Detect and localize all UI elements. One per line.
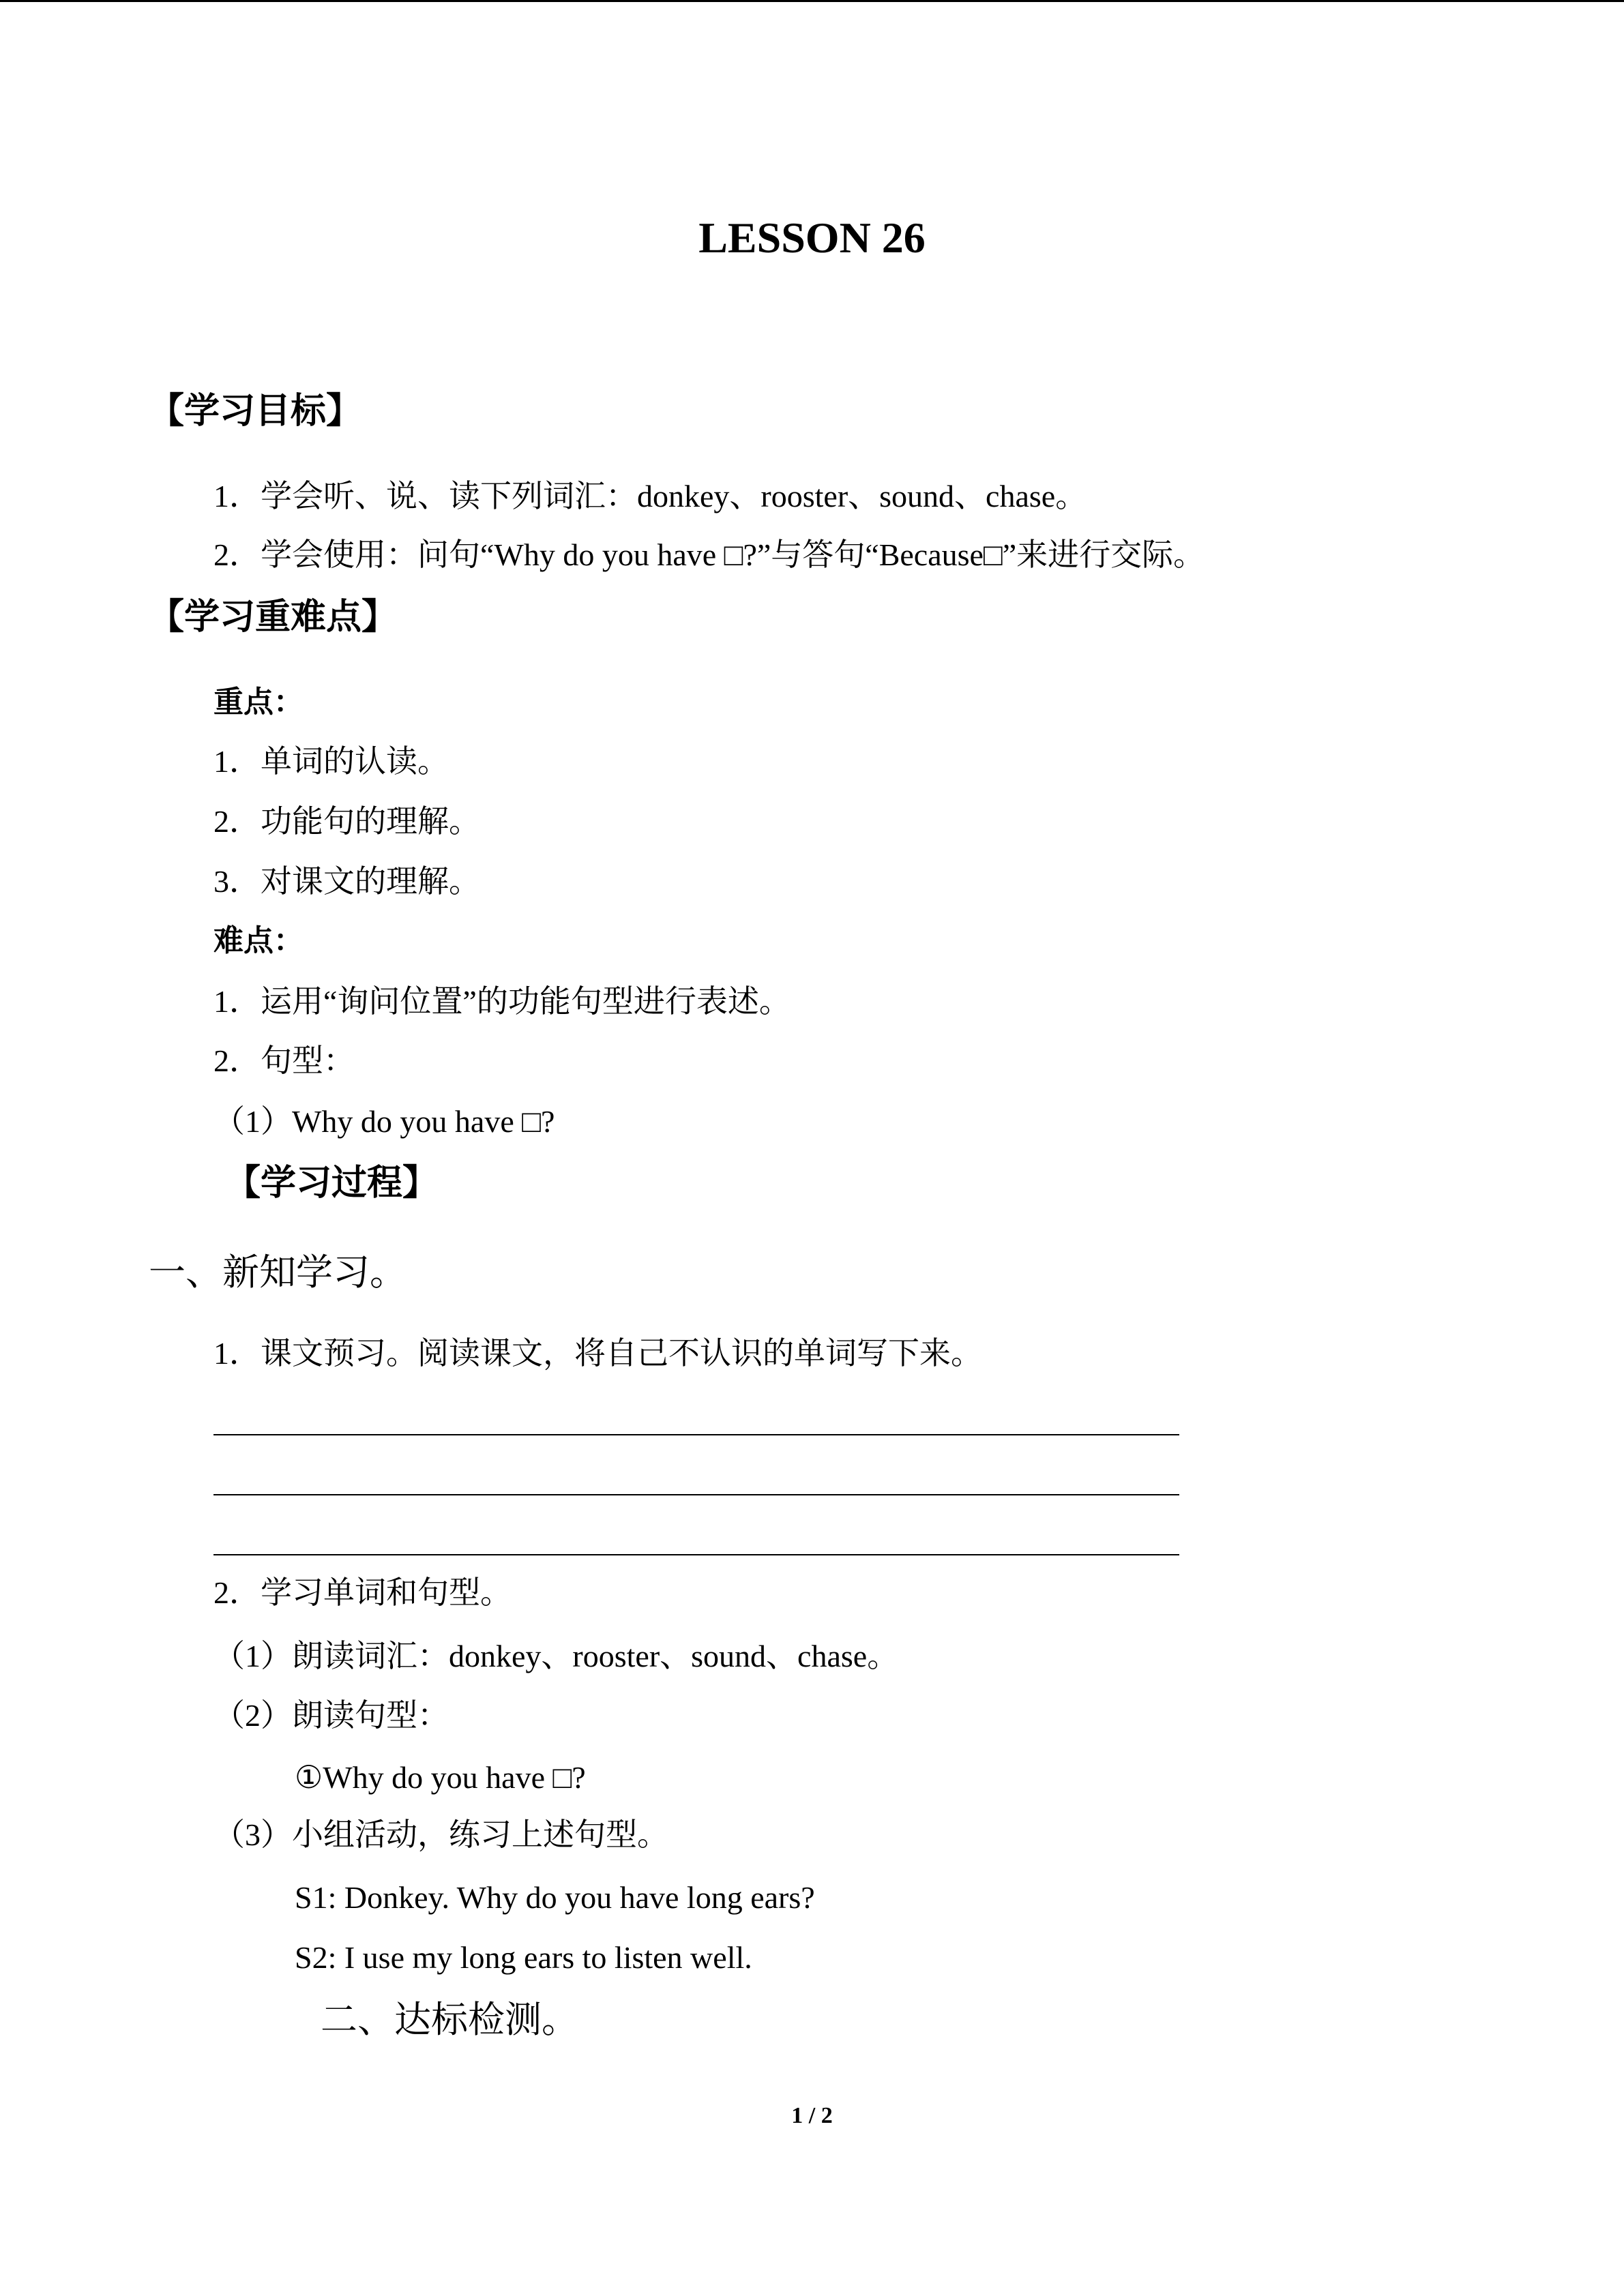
difficulty-label: 难点： <box>213 924 304 957</box>
step-2: 2．学习单词和句型。 <box>213 1575 512 1610</box>
focus-item-3: 3．对课文的理解。 <box>213 864 480 899</box>
page-title: LESSON 26 <box>698 213 926 262</box>
sub-step-3: （3）小组活动，练习上述句型。 <box>213 1817 668 1852</box>
objective-item-1: 1．学会听、说、读下列词汇：donkey、rooster、sound、chase。 <box>213 479 1087 513</box>
part1-heading: 一、新知学习。 <box>149 1252 407 1293</box>
dialog-line-2: S2: I use my long ears to listen well. <box>295 1940 752 1975</box>
difficulty-item-1: 1．运用“询问位置”的功能句型进行表述。 <box>213 984 791 1019</box>
page-number: 1 / 2 <box>791 2103 833 2128</box>
focus-label: 重点： <box>213 685 304 719</box>
focus-item-2: 2．功能句的理解。 <box>213 804 480 839</box>
focus-item-1: 1．单词的认读。 <box>213 744 449 779</box>
process-heading: 【学习过程】 <box>225 1164 439 1203</box>
answer-blank-line-3 <box>213 1554 1179 1555</box>
sentence-pattern-1: ①Why do you have □? <box>295 1760 586 1795</box>
key-points-heading: 【学习重难点】 <box>149 598 398 637</box>
step-1: 1．课文预习。阅读课文，将自己不认识的单词写下来。 <box>213 1336 982 1371</box>
top-border <box>0 0 1624 2</box>
part2-heading: 二、达标检测。 <box>321 1999 578 2040</box>
difficulty-item-2: 2．句型： <box>213 1043 355 1078</box>
sub-step-1: （1）朗读词汇：donkey、rooster、sound、chase。 <box>213 1639 899 1673</box>
sub-step-2: （2）朗读句型： <box>213 1698 449 1733</box>
dialog-line-1: S1: Donkey. Why do you have long ears? <box>295 1880 815 1915</box>
answer-blank-line-2 <box>213 1494 1179 1495</box>
difficulty-item-3: （1）Why do you have □? <box>213 1104 555 1139</box>
objective-item-2: 2．学会使用：问句“Why do you have □?”与答句“Because□”来进行交际。 <box>213 537 1205 572</box>
answer-blank-line-1 <box>213 1434 1179 1435</box>
objectives-heading: 【学习目标】 <box>149 392 362 431</box>
